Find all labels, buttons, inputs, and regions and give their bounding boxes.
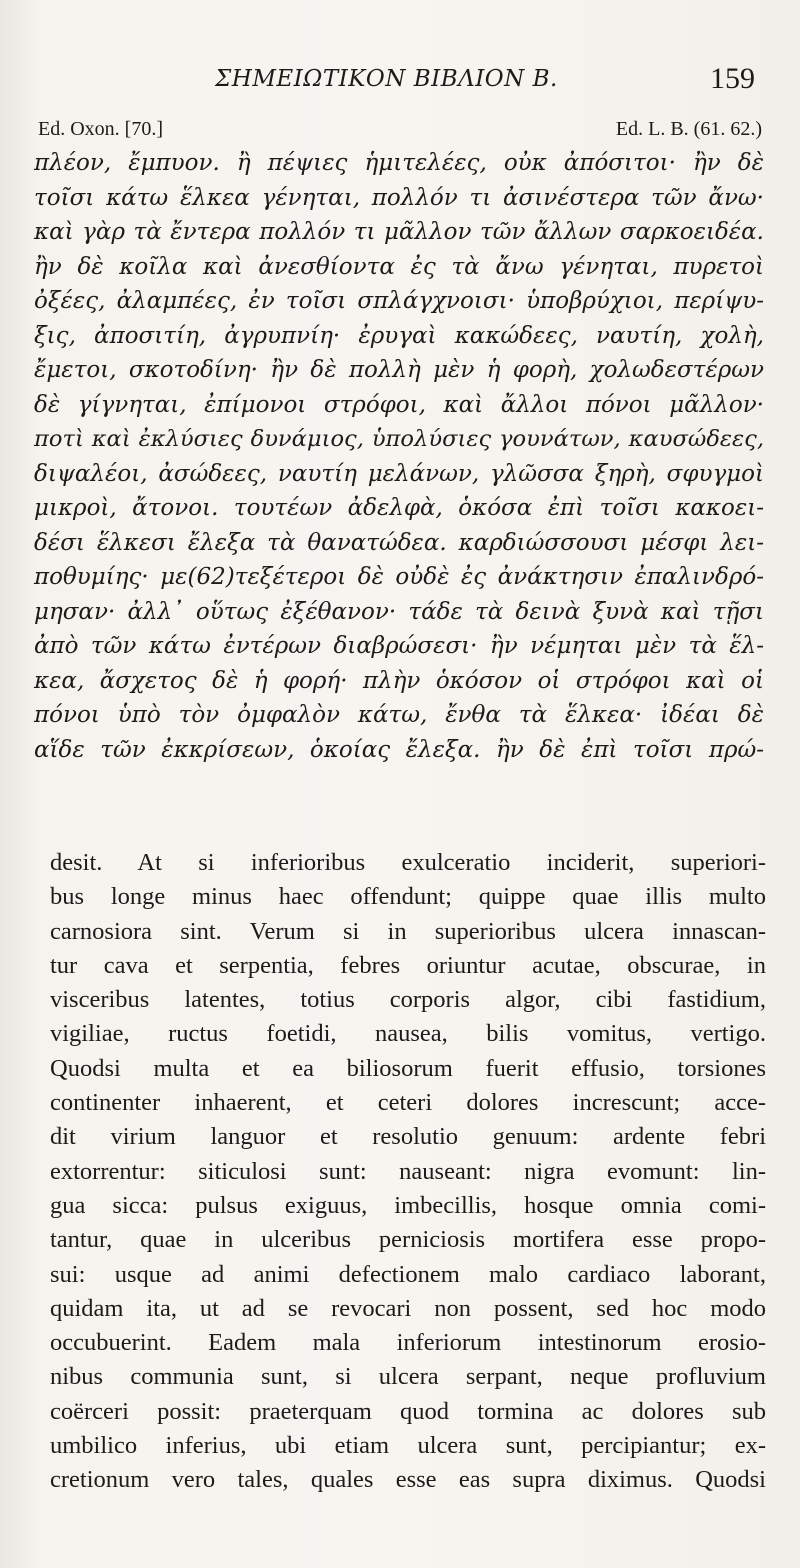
greek-line: ἢν δὲ κοῖλα καὶ ἀνεσθίοντα ἐς τὰ ἄνω γένηται, πυρετοὶ (34, 253, 764, 280)
latin-line: visceribus latentes, totius corporis algor, cibi fastidium, (50, 986, 766, 1014)
edition-references (38, 118, 762, 144)
latin-line: umbilico inferius, ubi etiam ulcera sunt, percipiantur; ex- (50, 1432, 766, 1460)
latin-line: vigiliae, ructus foetidi, nausea, bilis vomitus, vertigo. (50, 1020, 766, 1048)
latin-text-block (50, 846, 766, 1498)
greek-line: κεα, ἄσχετος δὲ ἡ φορή· πλὴν ὁκόσον οἱ στρόφοι καὶ οἱ (34, 667, 764, 694)
greek-line: μησαν· ἀλλ᾽ οὕτως ἐξέθανον· τάδε τὰ δεινὰ ξυνὰ καὶ τῇσι (34, 598, 764, 625)
latin-line: Quodsi multa et ea biliosorum fuerit effusio, torsiones (50, 1054, 766, 1082)
latin-line: carnosiora sint. Verum si in superioribus ulcera innascan- (50, 917, 766, 945)
edition-oxon-reference: Ed. Oxon. [70.] (38, 118, 163, 140)
greek-line: πλέον, ἔμπυον. ἢ πέψιες ἡμιτελέες, οὐκ ἀπόσιτοι· ἢν δὲ (34, 150, 764, 176)
greek-line: καὶ γὰρ τὰ ἔντερα πολλόν τι μᾶλλον τῶν ἄλλων σαρκοειδέα. (34, 219, 764, 245)
greek-line: πόνοι ὑπὸ τὸν ὀμφαλὸν κάτω, ἔνθα τὰ ἕλκεα· ἰδέαι δὲ (34, 702, 764, 728)
latin-line: bus longe minus haec offendunt; quippe quae illis multo (50, 883, 766, 911)
latin-line: coërceri possit: praeterquam quod tormina ac dolores sub (50, 1397, 766, 1425)
greek-line: τοῖσι κάτω ἕλκεα γένηται, πολλόν τι ἀσινέστερα τῶν ἄνω· (34, 184, 764, 211)
greek-line: ἀπὸ τῶν κάτω ἐντέρων διαβρώσεσι· ἢν νέμηται μὲν τὰ ἕλ- (34, 633, 764, 659)
page-number: 159 (710, 62, 755, 95)
latin-line: tur cava et serpentia, febres oriuntur acutae, obscurae, in (50, 951, 766, 979)
running-head-title: ΣΗΜΕΙΩΤΙΚΟΝ ΒΙΒΛΙΟΝ Β. (215, 66, 558, 92)
latin-line: occubuerint. Eadem mala inferiorum intestinorum erosio- (50, 1329, 766, 1357)
latin-line: tantur, quae in ulceribus perniciosis mortifera esse propo- (50, 1226, 766, 1254)
greek-line: διψαλέοι, ἀσώδεες, ναυτίη μελάνων, γλῶσσα ξηρὴ, σφυγμοὶ (34, 460, 764, 487)
latin-line: continenter inhaerent, et ceteri dolores increscunt; acce- (50, 1089, 766, 1117)
greek-line: αἵδε τῶν ἐκκρίσεων, ὁκοίας ἔλεξα. ἢν δὲ ἐπὶ τοῖσι πρώ- (34, 736, 764, 763)
latin-line: dit virium languor et resolutio genuum: ardente febri (50, 1123, 766, 1151)
edition-lb-reference: Ed. L. B. (61. 62.) (615, 118, 762, 140)
latin-line: quidam ita, ut ad se revocari non possent, sed hoc modo (50, 1294, 766, 1322)
greek-line: ξις, ἀποσιτίη, ἀγρυπνίη· ἐρυγαὶ κακώδεες, ναυτίη, χολὴ, (34, 322, 764, 349)
greek-line: ποτὶ καὶ ἐκλύσιες δυνάμιος, ὑπολύσιες γουνάτων, καυσώδεες, (34, 426, 764, 452)
latin-line: cretionum vero tales, quales esse eas supra diximus. Quodsi (50, 1466, 766, 1494)
greek-line: ποθυμίης· με(62)τεξέτεροι δὲ οὐδὲ ἐς ἀνάκτησιν ἐπαλινδρό- (34, 564, 764, 590)
greek-text-block (34, 146, 764, 767)
latin-line: nibus communia sunt, si ulcera serpant, neque profluvium (50, 1363, 766, 1391)
greek-line: ἔμετοι, σκοτοδίνη· ἢν δὲ πολλὴ μὲν ἡ φορὴ, χολωδεστέρων (34, 357, 764, 383)
greek-line: μικροὶ, ἄτονοι. τουτέων ἀδελφὰ, ὁκόσα ἐπὶ τοῖσι κακοει- (34, 495, 764, 521)
running-head (205, 62, 765, 102)
greek-line: ὀξέες, ἀλαμπέες, ἐν τοῖσι σπλάγχνοισι· ὑποβρύχιοι, περίψυ- (34, 288, 764, 314)
greek-line: δέσι ἕλκεσι ἔλεξα τὰ θανατώδεα. καρδιώσσουσι μέσφι λει- (34, 529, 764, 556)
latin-line: gua sicca: pulsus exiguus, imbecillis, hosque omnia comi- (50, 1191, 766, 1219)
latin-line: extorrentur: siticulosi sunt: nauseant: nigra evomunt: lin- (50, 1157, 766, 1185)
latin-line: sui: usque ad animi defectionem malo cardiaco laborant, (50, 1260, 766, 1288)
greek-line: δὲ γίγνηται, ἐπίμονοι στρόφοι, καὶ ἄλλοι πόνοι μᾶλλον· (34, 391, 764, 418)
latin-line: desit. At si inferioribus exulceratio inciderit, superiori- (50, 849, 766, 876)
